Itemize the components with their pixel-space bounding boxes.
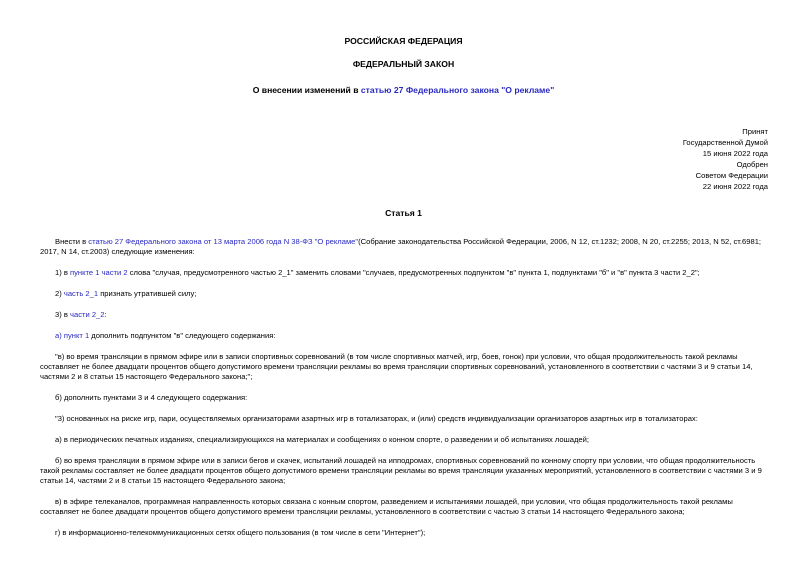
subitem-b-paragraph: б) дополнить пунктами 3 и 4 следующего содержания: [55,393,248,402]
item-2-link[interactable]: часть 2_1 [63,289,99,298]
subitem-a-post: дополнить подпунктом "в" следующего содержания: [89,331,276,340]
adoption-approved-date: 22 июня 2022 года [702,182,768,191]
adoption-accepted: Принят [742,127,768,136]
quote-v-paragraph: "в) во время трансляции в прямом эфире или в записи спортивных соревнований (в том числе спортивных матчей, игр, боев, гонок) при условии, что общая продолжительность такой рекламы составляет не более двадцати процентов общего допустимого времени трансляции рекламы во время трансляции спортивных соревнований, установленного в соответствии с частями 3 и 9 статьи 14, частями 2 и 8 статьи 15 настоящего Федерального закона;"; [40,352,753,382]
quote-v2-paragraph: в) в эфире телеканалов, программная направленность которых связана с конным спортом, разведением и испытаниями лошадей, при условии, что общая продолжительность такой рекламы составляет не более двадцати процентов общего допустимого времени трансляции рекламы, установленного в соответствии с частью 3 статьи 14 настоящего Федерального закона; [40,497,733,517]
item-3-link[interactable]: части 2_2 [70,310,105,319]
item-1-pre: 1) в [55,268,71,277]
item-2-post: признать утратившей силу; [98,289,197,298]
adoption-block [683,126,768,192]
intro-text-pre: Внести в [55,237,89,246]
law-title-link[interactable]: статью 27 Федерального закона "О рекламе" [360,85,555,95]
item-1-paragraph [40,268,770,278]
quote-g-paragraph: г) в информационно-телекоммуникационных сетях общего пользования (в том числе в сети "Интернет"); [55,528,426,537]
adoption-approved-by: Советом Федерации [695,171,768,180]
intro-link[interactable]: статью 27 Федерального закона от 13 марта 2006 года N 38-ФЗ "О рекламе" [88,237,359,246]
item-1-post: слова "случая, предусмотренного частью 2_1" заменить словами "случаев, предусмотренных подпунктом "в" пункта 1, подпунктами "б" и "в" пункта 3 части 2_2"; [127,268,700,277]
quote-3-paragraph: "3) основанных на риске игр, пари, осуществляемых организаторами азартных игр в тотализаторах, и (или) средств индивидуализации организаторов азартных игр в тотализаторах: [55,414,698,423]
item-3-pre: 3) в [55,310,71,319]
quote-a-paragraph: а) в периодических печатных изданиях, специализирующихся на материалах и сообщениях о конном спорте, о разведении и об испытаниях лошадей; [55,435,589,444]
item-1-link[interactable]: пункте 1 части 2 [70,268,128,277]
law-title-text: О внесении изменений в [252,85,361,95]
adoption-approved: Одобрен [736,160,768,169]
article-heading: Статья 1 [385,208,422,218]
item-2-paragraph [40,289,770,299]
subitem-a-link[interactable]: а) пункт 1 [55,331,90,340]
country-heading: РОССИЙСКАЯ ФЕДЕРАЦИЯ [344,36,463,46]
item-2-pre: 2) [55,289,64,298]
item-3-post: : [104,310,107,319]
item-3-paragraph [40,310,770,320]
subitem-a-paragraph [40,331,770,341]
quote-b-paragraph: б) во время трансляции в прямом эфире или в записи бегов и скачек, испытаний лошадей на ипподромах, спортивных соревнований по конному спорту при условии, что общая продолжительность такой рекламы составляет не более двадцати процентов общего допустимого времени трансляции рекламы во время трансляции указанных мероприятий, установленного в соответствии с частями 3 и 9 статьи 14, частями 2 и 8 статьи 15 настоящего Федерального закона; [40,456,762,486]
intro-paragraph [40,237,770,257]
adoption-accepted-date: 15 июня 2022 года [702,149,768,158]
intro-text-post: (Собрание законодательства Российской Федерации, 2006, N 12, ст.1232; 2008, N 20, ст.2255; 2013, N 52, ст.6981; 2017, N 14, ст.2003) следующие изменения: [40,237,762,257]
adoption-accepted-by: Государственной Думой [682,138,768,147]
law-type-heading: ФЕДЕРАЛЬНЫЙ ЗАКОН [352,59,455,69]
law-title [0,85,807,96]
